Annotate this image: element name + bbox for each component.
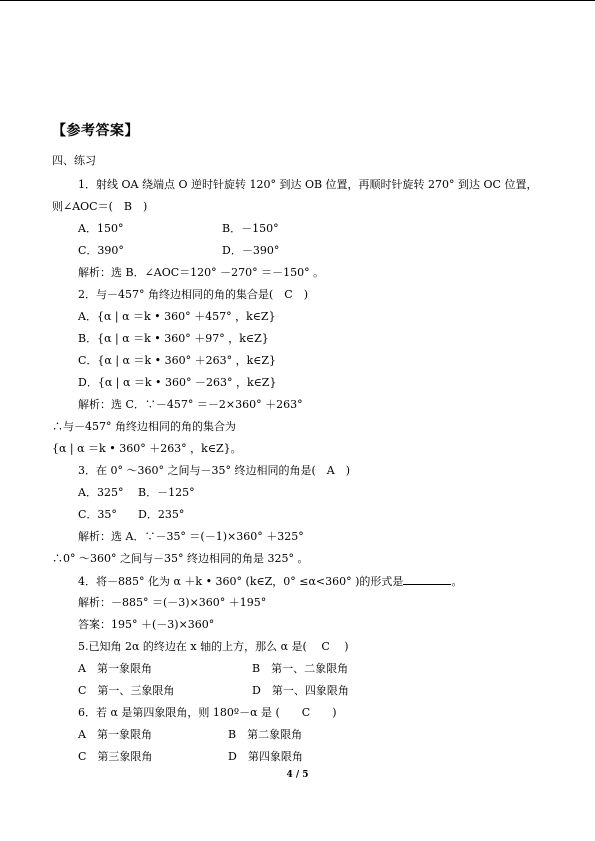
- q3-option-d: D．235°: [138, 508, 185, 521]
- q1-analysis: 解析：选 B．∠AOC＝120° －270° ＝－150° 。: [78, 266, 325, 279]
- q1-stem-line1: 1．射线 OA 绕端点 O 逆时针旋转 120° 到达 OB 位置，再顺时针旋转 270° 到达 OC 位置，: [78, 178, 538, 191]
- q5-option-d: D 第一、四象限角: [252, 684, 349, 697]
- page-number: 4 / 5: [286, 770, 309, 780]
- q2-analysis-1: 解析：选 C．∵－457° ＝－2×360° ＋263°: [78, 398, 303, 411]
- q2-stem: 2．与－457° 角终边相同的角的集合是( C ): [78, 288, 308, 301]
- q3-stem: 3．在 0° ～360° 之间与－35° 终边相同的角是( A ): [78, 464, 351, 477]
- q6-option-d: D 第四象限角: [228, 750, 303, 763]
- header-rule: [0, 0, 595, 1]
- q1-option-a: A．150°: [78, 222, 124, 235]
- q5-option-a: A 第一象限角: [78, 662, 152, 675]
- q2-analysis-3: {α | α ＝k • 360° ＋263° ，k∈Z}。: [52, 442, 242, 455]
- q2-option-b: B．{α | α ＝k • 360° ＋97° ，k∈Z}: [78, 332, 269, 345]
- section-title: 四、练习: [52, 154, 96, 167]
- q3-option-a: A．325°: [78, 486, 124, 499]
- q3-analysis-1: 解析：选 A．∵－35° ＝(－1)×360° ＋325°: [78, 530, 304, 543]
- q4-answer: 答案：195° ＋(－3)×360°: [78, 618, 215, 631]
- q2-option-a: A．{α | α ＝k • 360° ＋457° ，k∈Z}: [78, 310, 276, 323]
- q3-analysis-2: ∴0° ～360° 之间与－35° 终边相同的角是 325° 。: [52, 552, 309, 565]
- q2-option-c: C．{α | α ＝k • 360° ＋263° ，k∈Z}: [78, 354, 277, 367]
- q2-option-d: D．{α | α ＝k • 360° －263° ，k∈Z}: [78, 376, 277, 389]
- q6-stem: 6．若 α 是第四象限角，则 180º－α 是 ( C ): [78, 706, 337, 719]
- q6-option-b: B 第二象限角: [228, 728, 303, 741]
- q2-analysis-2: ∴与－457° 角终边相同的角的集合为: [52, 420, 236, 433]
- q5-option-c: C 第一、三象限角: [78, 684, 175, 697]
- q1-option-d: D．－390°: [222, 244, 280, 257]
- q1-option-c: C．390°: [78, 244, 124, 257]
- q4-answer-blank: [403, 574, 451, 585]
- q6-option-a: A 第一象限角: [78, 728, 152, 741]
- q5-option-b: B 第一、二象限角: [252, 662, 349, 675]
- q4-analysis: 解析：－885° ＝(－3)×360° ＋195°: [78, 596, 267, 609]
- q3-option-b: B．－125°: [138, 486, 195, 499]
- q6-option-c: C 第三象限角: [78, 750, 153, 763]
- q5-stem: 5.已知角 2α 的终边在 x 轴的上方，那么 α 是( C ): [78, 640, 349, 653]
- q4-stem: [78, 574, 462, 589]
- q1-option-b: B．－150°: [222, 222, 279, 235]
- answer-heading: 【参考答案】: [52, 123, 139, 139]
- q4-stem-text: 4．将－885° 化为 α ＋k • 360° (k∈Z，0° ≤α<360° )的形式是: [78, 575, 404, 588]
- q4-stem-end: 。: [451, 575, 463, 588]
- q3-option-c: C．35°: [78, 508, 117, 521]
- q1-stem-line2: 则∠AOC＝( B ): [52, 200, 148, 213]
